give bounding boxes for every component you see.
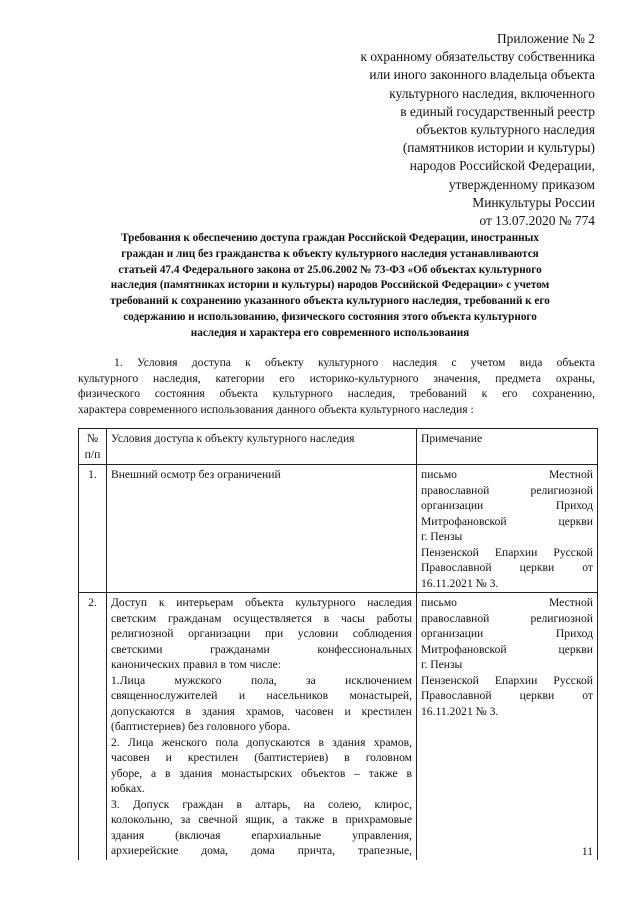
note-line: организации Приход <box>421 627 593 640</box>
title-line: наследия (памятниках истории и культуры) народов Российской Федерации» с учетом <box>110 279 550 292</box>
note-line: Митрофановской церкви <box>421 642 593 656</box>
conditions-line: юбках. <box>111 782 145 795</box>
conditions-line: архиерейские дома, дома причта, трапезные, <box>111 844 412 857</box>
note-line: Православной церкви от <box>421 689 593 702</box>
note-line: 16.11.2021 № 3. <box>421 704 499 718</box>
conditions-line: 1.Лица мужского пола, за исключением <box>111 673 412 687</box>
paragraph-line: культурного наследия, категории его историко-культурного значения, предмета охраны, <box>78 371 595 385</box>
conditions-line: канонических правил в том числе: <box>111 658 281 671</box>
row-note <box>417 593 598 860</box>
conditions-line: светским гражданам осуществляется в часы работы <box>111 611 412 625</box>
access-conditions-table <box>78 428 598 860</box>
paragraph-line: характера современного использования данного объекта культурного наследия : <box>78 402 474 416</box>
conditions-line: Внешний осмотр без ограничений <box>111 468 281 481</box>
conditions-line: религиозной организации при условии соблюдения <box>111 627 412 640</box>
note-line: Митрофановской церкви <box>421 514 593 528</box>
paragraph-line: 1. Условия доступа к объекту культурного наследия с учетом вида объекта <box>114 356 595 369</box>
conditions-line: здания (включая епархиальные управления, <box>111 828 412 842</box>
title-line: граждан и лиц без гражданства к объекту культурного наследия устанавливаются <box>121 247 539 260</box>
table-row <box>79 465 598 593</box>
note-line: Православной церкви от <box>421 561 593 574</box>
appendix-line: к охранному обязательству собственника <box>360 49 595 65</box>
conditions-line: священнослужителей и насельников монастырей, <box>111 689 412 702</box>
note-line: письмо Местной <box>421 596 593 609</box>
appendix-line: утвержденному приказом <box>448 176 595 192</box>
appendix-line: Минкультуры России <box>472 194 595 210</box>
note-line: г. Пензы <box>421 530 463 543</box>
appendix-line: от 13.07.2020 № 774 <box>479 213 595 229</box>
conditions-line: светскими гражданами конфессиональных <box>111 642 412 656</box>
section-paragraph <box>78 355 595 417</box>
table-row <box>79 593 598 860</box>
note-line: организации Приход <box>421 499 593 512</box>
appendix-line: или иного законного владельца объекта <box>369 67 595 83</box>
appendix-line: объектов культурного наследия <box>416 122 595 138</box>
appendix-line: народов Российской Федерации, <box>409 158 595 174</box>
note-line: Пензенской Епархии Русской <box>421 673 593 687</box>
header-conditions: Условия доступа к объекту культурного наследия <box>107 429 417 465</box>
note-line: православной религиозной <box>421 611 593 625</box>
header-number: № п/п <box>79 429 107 465</box>
conditions-line: уборе, а в здания монастырских объектов – также в <box>111 766 412 780</box>
title-line: наследия и характера его современного использования <box>190 326 470 339</box>
row-conditions <box>107 465 417 593</box>
table-header-row <box>79 429 598 465</box>
title-line: содержанию и использованию, физического состояния этого объекта культурного <box>123 310 537 323</box>
document-title <box>70 231 590 342</box>
conditions-line: Доступ к интерьерам объекта культурного наследия <box>111 596 412 609</box>
row-note <box>417 465 598 593</box>
paragraph-line: физического состояния объекта культурного наследия, требований к его сохранению, <box>78 387 595 401</box>
conditions-line: колокольню, за свечной ящик, а также в прихрамовые <box>111 813 412 826</box>
row-conditions <box>107 593 417 860</box>
appendix-header <box>295 30 595 230</box>
conditions-line: 2. Лица женского пола допускаются в здания храмов, <box>111 735 412 749</box>
page-number: 11 <box>581 846 593 858</box>
conditions-line: (баптистериев) без головного убора. <box>111 720 290 733</box>
title-line: требований к сохранению указанного объекта культурного наследия, требований к его <box>110 295 550 308</box>
appendix-line: в единый государственный реестр <box>400 103 595 119</box>
note-line: Пензенской Епархии Русской <box>421 545 593 559</box>
row-number: 2. <box>79 593 107 860</box>
title-line: Требования к обеспечению доступа граждан Российской Федерации, иностранных <box>121 232 539 244</box>
title-line: статьей 47.4 Федерального закона от 25.06.2002 № 73-ФЗ «Об объектах культурного <box>118 263 542 276</box>
conditions-line: допускаются в здания храмов, часовен и крестилен <box>111 704 412 718</box>
header-note: Примечание <box>417 429 598 465</box>
note-line: православной религиозной <box>421 483 593 497</box>
note-line: г. Пензы <box>421 658 463 671</box>
conditions-line: часовен и крестилен (баптистериев) в головном <box>111 751 412 764</box>
appendix-line: культурного наследия, включенного <box>389 85 595 101</box>
note-line: письмо Местной <box>421 468 593 481</box>
row-number: 1. <box>79 465 107 593</box>
appendix-line: (памятников истории и культуры) <box>402 140 595 156</box>
conditions-line: 3. Допуск граждан в алтарь, на солею, клирос, <box>111 797 412 811</box>
note-line: 16.11.2021 № 3. <box>421 576 499 590</box>
appendix-line: Приложение № 2 <box>496 31 595 46</box>
